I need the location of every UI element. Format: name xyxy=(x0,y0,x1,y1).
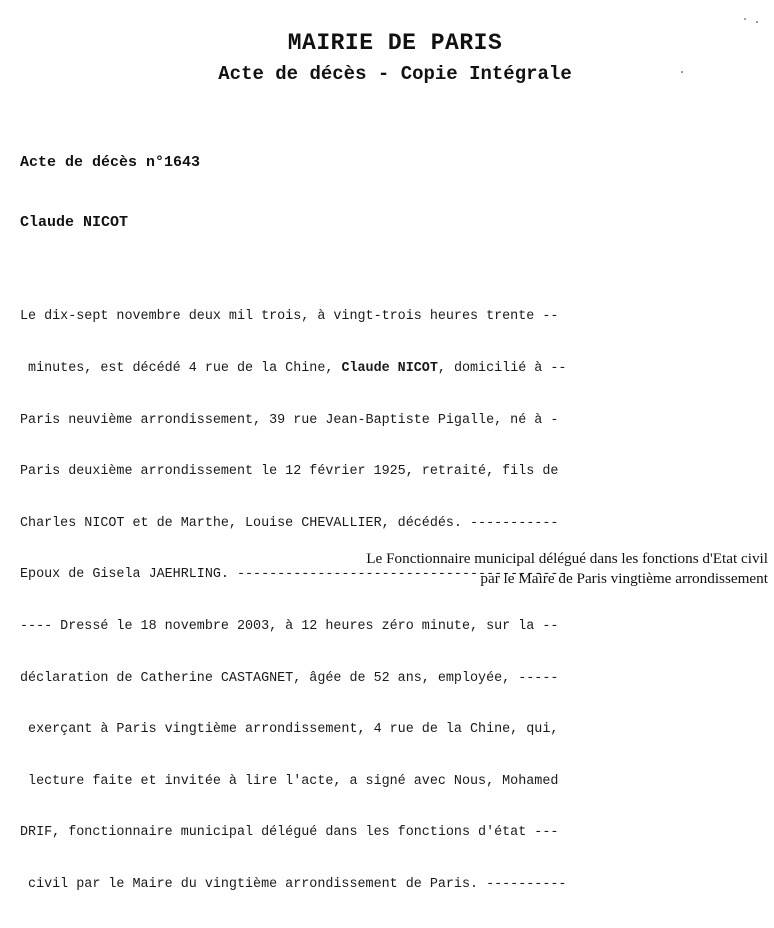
body-line: civil par le Maire du vingtième arrondissement de Paris. ---------- xyxy=(20,876,567,892)
page-subtitle: Acte de décès - Copie Intégrale xyxy=(218,63,572,85)
body-line xyxy=(20,360,640,377)
body-line-text: , domicilié à -- xyxy=(437,361,567,376)
act-body-text xyxy=(20,274,640,928)
body-line: DRIF, fonctionnaire municipal délégué dans les fonctions d'état --- xyxy=(20,825,559,841)
act-number: Acte de décès n°1643 xyxy=(20,154,201,171)
signature-block xyxy=(366,549,768,589)
body-line: Le dix-sept novembre deux mil trois, à vingt-trois heures trente -- xyxy=(20,309,559,325)
deceased-name-bold: Claude NICOT xyxy=(341,361,438,376)
body-line-text: minutes, est décédé 4 rue de la Chine, xyxy=(20,361,342,376)
body-line: Charles NICOT et de Marthe, Louise CHEVALLIER, décédés. ----------- xyxy=(20,515,559,531)
scan-speck xyxy=(681,71,683,73)
body-line: Paris neuvième arrondissement, 39 rue Jean-Baptiste Pigalle, né à - xyxy=(20,412,559,428)
body-line: exerçant à Paris vingtième arrondissement, 4 rue de la Chine, qui, xyxy=(20,722,559,738)
page-title: MAIRIE DE PARIS xyxy=(287,30,503,56)
signature-line: par le Maire de Paris vingtième arrondissement xyxy=(480,570,768,587)
body-line: Paris deuxième arrondissement le 12 février 1925, retraité, fils de xyxy=(20,464,559,480)
body-line: Epoux de Gisela JAEHRLING. ----------------------------------------- xyxy=(20,567,567,583)
body-line: lecture faite et invitée à lire l'acte, a signé avec Nous, Mohamed xyxy=(20,773,559,789)
body-line: ---- Dressé le 18 novembre 2003, à 12 heures zéro minute, sur la -- xyxy=(20,618,559,634)
scan-speck xyxy=(744,18,746,20)
body-line: déclaration de Catherine CASTAGNET, âgée de 52 ans, employée, ----- xyxy=(20,670,559,686)
signature-line: Le Fonctionnaire municipal délégué dans les fonctions d'Etat civil xyxy=(366,550,768,567)
person-name: Claude NICOT xyxy=(20,214,129,231)
scan-speck xyxy=(756,21,758,23)
